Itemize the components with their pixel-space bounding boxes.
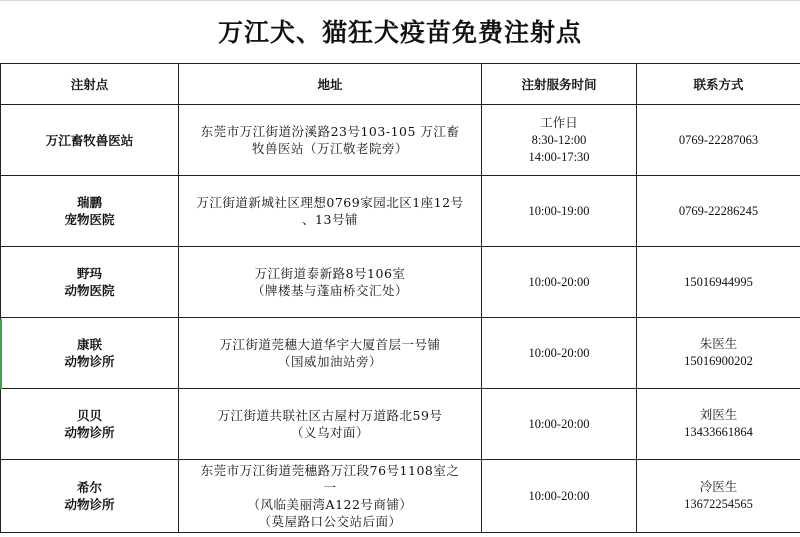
contact-line: 刘医生 <box>699 408 738 422</box>
address-line: （国威加油站旁） <box>277 354 382 369</box>
hours-cell <box>482 176 637 247</box>
contact-line: 冷医生 <box>699 480 738 494</box>
site-name-line: 宠物医院 <box>64 212 115 227</box>
page-title: 万江犬、猫狂犬疫苗免费注射点 <box>217 18 582 47</box>
address-line: 万江街道共联社区古屋村万道路北59号 <box>217 408 443 423</box>
address-line: 一 <box>323 480 337 495</box>
table-row <box>1 247 800 318</box>
address-line: （牌楼基与蓬庙桥交汇处） <box>251 283 408 298</box>
address-line: 东莞市万江街道莞穗路万江段76号1108室之 <box>200 463 460 478</box>
site-name-cell <box>1 247 179 318</box>
address-line: 东莞市万江街道汾溪路23号103-105 万江畜 <box>200 124 460 139</box>
hours-line: 10:00-20:00 <box>528 488 590 503</box>
header-contact: 联系方式 <box>637 64 800 105</box>
hours-cell <box>482 389 637 460</box>
contact-line: 13672254565 <box>684 497 753 511</box>
hours-line: 8:30-12:00 <box>531 132 587 147</box>
address-cell <box>179 389 482 460</box>
header-site: 注射点 <box>1 64 179 105</box>
table-header-row <box>1 64 800 105</box>
site-name-line: 动物医院 <box>64 283 115 298</box>
address-cell <box>179 247 482 318</box>
hours-line: 10:00-20:00 <box>528 274 590 289</box>
address-cell <box>179 176 482 247</box>
address-line: （莫屋路口公交站后面） <box>258 514 402 529</box>
address-line: 万江街道泰新路8号106室 <box>254 266 406 281</box>
address-cell <box>179 105 482 176</box>
site-name-line: 动物诊所 <box>64 425 115 440</box>
contact-cell <box>637 247 800 318</box>
address-line: 万江街道新城社区理想0769家园北区1座12号 <box>196 195 464 210</box>
table-row <box>1 176 800 247</box>
address-line: （义乌对面） <box>290 425 369 440</box>
hours-cell <box>482 460 637 533</box>
contact-line: 15016900202 <box>684 354 753 368</box>
site-name-line: 万江畜牧兽医站 <box>45 132 134 148</box>
contact-cell <box>637 460 800 533</box>
hours-cell <box>482 318 637 389</box>
site-name-cell <box>1 105 179 176</box>
site-name-line: 瑞鹏 <box>76 195 102 210</box>
site-name-cell <box>1 389 179 460</box>
table-row <box>1 105 800 176</box>
contact-cell <box>637 105 800 176</box>
hours-line: 10:00-20:00 <box>528 345 590 360</box>
selection-edge-marker <box>0 319 2 389</box>
site-name-line: 康联 <box>76 337 102 352</box>
contact-line: 朱医生 <box>699 337 738 351</box>
hours-line: 10:00-19:00 <box>528 203 590 218</box>
contact-line: 15016944995 <box>684 274 753 289</box>
header-hours: 注射服务时间 <box>482 64 637 105</box>
site-name-line: 动物诊所 <box>64 497 115 512</box>
contact-line: 0769-22287063 <box>678 132 759 147</box>
site-name-line: 希尔 <box>76 480 102 495</box>
contact-cell <box>637 176 800 247</box>
contact-line: 0769-22286245 <box>678 203 759 218</box>
hours-cell <box>482 247 637 318</box>
table-row <box>1 389 800 460</box>
address-line: 、13号铺 <box>302 212 358 227</box>
site-name-cell <box>1 318 179 389</box>
address-cell <box>179 318 482 389</box>
table-row <box>1 318 800 389</box>
table-row <box>1 460 800 533</box>
address-line: 牧兽医站（万江敬老院旁） <box>251 141 408 156</box>
contact-cell <box>637 389 800 460</box>
site-name-line: 野玛 <box>76 266 102 281</box>
hours-line: 工作日 <box>540 115 578 130</box>
address-line: 万江街道莞穗大道华宇大厦首层一号铺 <box>219 337 441 352</box>
site-name-cell <box>1 460 179 533</box>
hours-cell <box>482 105 637 176</box>
hours-line: 10:00-20:00 <box>528 416 590 431</box>
vaccination-sites-table <box>0 63 800 533</box>
address-cell <box>179 460 482 533</box>
site-name-line: 贝贝 <box>76 408 102 423</box>
site-name-cell <box>1 176 179 247</box>
header-address: 地址 <box>179 64 482 105</box>
address-line: （风临美丽湾A122号商铺） <box>247 497 413 512</box>
contact-line: 13433661864 <box>684 425 753 439</box>
hours-line: 14:00-17:30 <box>528 149 590 164</box>
contact-cell <box>637 318 800 389</box>
site-name-line: 动物诊所 <box>64 354 115 369</box>
